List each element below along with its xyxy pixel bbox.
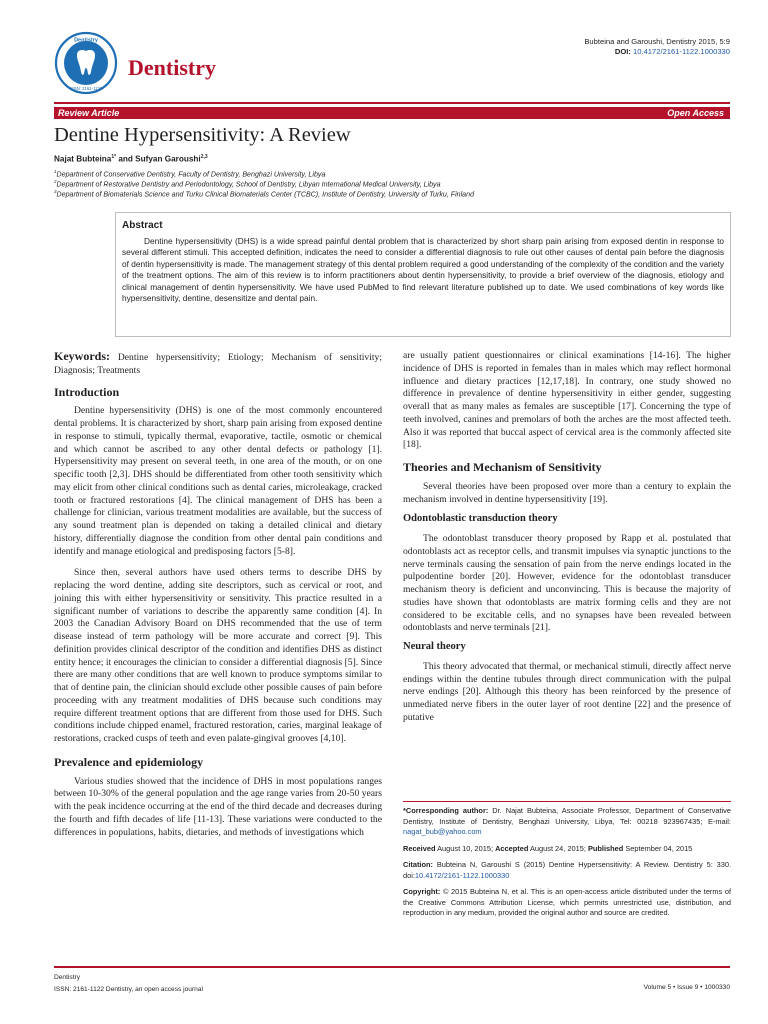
header-citation [584, 37, 730, 57]
citation-doi-link[interactable]: 10.4172/2161-1122.1000330 [414, 870, 510, 880]
keywords-text: Dentine hypersensitivity; Etiology; Mechanism of sensitivity; Diagnosis; Treatments [54, 352, 382, 376]
affiliation-2: $^2$Department of Restorative Dentistry and Periodontology, School of Dentistry, Libyan International Medical University, Libya [54, 179, 441, 189]
footer-left [54, 972, 203, 996]
header-rule [54, 102, 730, 104]
footer-issn: ISSN: 2161-1122 Dentistry, an open access journal [54, 986, 203, 993]
left-column [54, 350, 382, 839]
logo-text-top: Dentistry [74, 37, 98, 44]
introduction-paragraph-1: Dentine hypersensitivity (DHS) is one of the most commonly encountered dental problems. It is characterized by short, sharp pain arising from exposed dentine in response to stimuli, typically thermal, evaporative, tactile, osmotic or chemical and which cannot be ascribed to any other dental defects or pathology [1]. Hypersensitivity may present on several teeth, in one area of the mouth, or on one specific tooth [2,3]. DHS should be differentiated from other tooth sensitivity which may elicit from other clinical conditions such as dental caries, microleakage, cracked tooth or fractured restorations [4]. The clinical management of DHS has been a challenge for clinician, various treatment modalities are available, but the success of any sound treatment plan is depended on taking a detailed clinical and dietary history, differentially diagnose the condition from other dental pain conditions and identify and manage etiological and predisposing factors [5-8]. [54, 405, 382, 557]
affiliation-3: $^3$Department of Biomaterials Science and Turku Clinical Biomaterials Center (TCBC), Institute of Dentistry, University of Turku, Finland [54, 189, 475, 199]
footer-rule [54, 966, 730, 968]
affiliation-1: $^1$Department of Conservative Dentistry, Faculty of Dentistry, Benghazi University, Libya [54, 169, 326, 179]
keywords [54, 350, 382, 378]
abstract-text: Dentine hypersensitivity (DHS) is a wide spread painful dental problem that is characterized by short sharp pain arising from exposed dentin in response to several different stimuli. This accepted definition, indicates the need to consider a differential diagnosis to rule out other causes of dental pain before the diagnosis of dentin hypersensitivity is made. The management strategy of this dental problem required a good understanding of the complexity of the condition and the variety of the treatment options. The aim of this review is to inform practitioners about dentin hypersensitivity, to provide a brief overview of the diagnosis, etiology and clinical management of dentin hypersensitivity. We have used PubMed to find relevant literature published up to date. We used combinations of key words like hypersensitivity, dentine, desensitize and dental pain. [122, 236, 724, 304]
prevalence-paragraph-continued: are usually patient questionnaires or clinical examinations [14-16]. The higher incidence of DHS is reported in females than in males which may reflect hormonal influence and dietary practices [12,17,18]. In contrary, one study showed no difference in prevalence of dentine hypersensitivity in either gender, suggesting overall that as many males as females are susceptible [17]. Concerning the type of teeth involved, canines and premolars of both the arches are the most affected teeth. Also it was reported that buccal aspect of cervical area is the commonly affected site [18]. [403, 350, 731, 451]
abstract-heading: Abstract [122, 220, 163, 231]
authors [54, 154, 208, 164]
citation-line: Bubteina and Garoushi, Dentistry 2015, 5:9 [584, 37, 730, 46]
dates: Received August 10, 2015; Accepted August 24, 2015; Published September 04, 2015 [403, 843, 693, 853]
corresponding-author: *Corresponding author: Dr. Najat Bubteina, Associate Professor, Department of Conservative Dentistry, Institute of Dentistry, Benghazi University, Libya, Tel: 00218 923967435; E-mail: nagat_bub@yahoo.com [403, 806, 731, 836]
doi-label: DOI: [614, 47, 631, 56]
author-1-sup: 1* [111, 154, 117, 160]
abstract-box [115, 212, 731, 337]
footnotes [403, 806, 731, 925]
introduction-heading: Introduction [54, 384, 120, 399]
journal-name: Dentistry [128, 55, 216, 80]
keywords-label: Keywords: [54, 349, 110, 363]
theories-heading: Theories and Mechanism of Sensitivity [403, 460, 602, 474]
open-access-label: Open Access [667, 108, 724, 118]
authors-joiner: and [116, 154, 136, 164]
article-type: Review Article [58, 108, 120, 118]
author-2-sup: 2,3 [200, 154, 208, 160]
right-column [403, 350, 731, 725]
footer-journal: Dentistry [54, 974, 81, 981]
citation-note: Citation: Bubteina N, Garoushi S (2015) Dentine Hypersensitivity: A Review. Dentistry 5: 330. doi:10.4172/2161-1122.1000330 [403, 860, 731, 880]
prevalence-paragraph: Various studies showed that the incidence of DHS in most populations ranges between 10-30% of the general population and the age range varies from 20-50 years with the peak incidence occurring at the end of the third decade and decreases during the fourth and fifth decades of life [11-13]. These variations were conducted to the differences in populations, habits, dietaries, and methods of investigations which [54, 775, 382, 838]
theories-paragraph: Several theories have been proposed over more than a century to explain the mechanism involved in dentine hypersensitivity [19]. [403, 480, 731, 505]
footnote-rule [403, 801, 731, 802]
neural-heading: Neural theory [403, 641, 466, 652]
author-1: Najat Bubteina [54, 154, 112, 164]
author-2: Sufyan Garoushi [135, 154, 201, 164]
introduction-paragraph-2: Since then, several authors have used others terms to describe DHS by replacing the word dentine, adding site descriptors, such as cervical or root, and joining this with either hypersensitivity or sensitivity. This practice resulted in a significant number of variations to describe the apparently same condition [4]. In 2003 the Canadian Advisory Board on DHS recommended that the use of term disease instead of term pathology will be more accurate and correct [9]. This definition provides clinical descriptor of the condition and identifies DHS as distinct entity hence; it encourages the clinician to consider a differential diagnosis [5]. Since there are many other conditions that are well known to produce symptoms similar to that of dentine pain, the clinician should exclude other possible causes of pain before proceeding with any treatment modalities of DHS because such conditions may require different treatment options that are different from those used for DHS. Such conditions include chipped enamel, fractured restoration, caries, marginal leakage of restorations, cracked cusps of teeth and even palate-gingival grooves [4,10]. [54, 567, 382, 744]
article-title: Dentine Hypersensitivity: A Review [54, 124, 351, 146]
prevalence-heading: Prevalence and epidemiology [54, 754, 204, 769]
odontoblastic-heading: Odontoblastic transduction theory [403, 513, 558, 525]
neural-paragraph: This theory advocated that thermal, or mechanical stimuli, directly affect nerve endings within the dentine tubules through direct communication with the pulpal nerve endings [20]. Although this theory has been reinforced by the presence of unmediated nerve fibers in the outer layer of root dentine [22] and the presence of putative [403, 660, 731, 723]
odontoblastic-paragraph: The odontoblast transducer theory proposed by Rapp et al. postulated that odontoblasts act as receptor cells, and transmit impulses via synaptic junctions to the nerve terminals causing the sensation of pain from the nerve endings located in the pulpodentine border [20]. However, evidence for the odontoblast transducer mechanism theory is deficient and unconvincing. This is because the majority of studies have shown that odontoblasts are matrix forming cells and they are not considered to be excitable cells, and no synapses have been revealed between odontoblasts and nerve terminals [21]. [403, 533, 731, 634]
copyright-note: Copyright: © 2015 Bubteina N, et al. This is an open-access article distributed under the terms of the Creative Commons Attribution License, which permits unrestricted use, distribution, and reproduction in any medium, provided the original author and source are credited. [403, 887, 731, 917]
author-email-link[interactable]: nagat_bub@yahoo.com [403, 827, 482, 836]
doi-link[interactable]: 10.4172/2161-1122.1000330 [633, 47, 730, 56]
logo-text-bottom: ISSN: 2161-1122 [69, 86, 103, 91]
footer-volume: Volume 5 • Issue 9 • 1000330 [643, 984, 730, 991]
journal-logo [54, 31, 118, 95]
article-type-bar [54, 107, 730, 119]
